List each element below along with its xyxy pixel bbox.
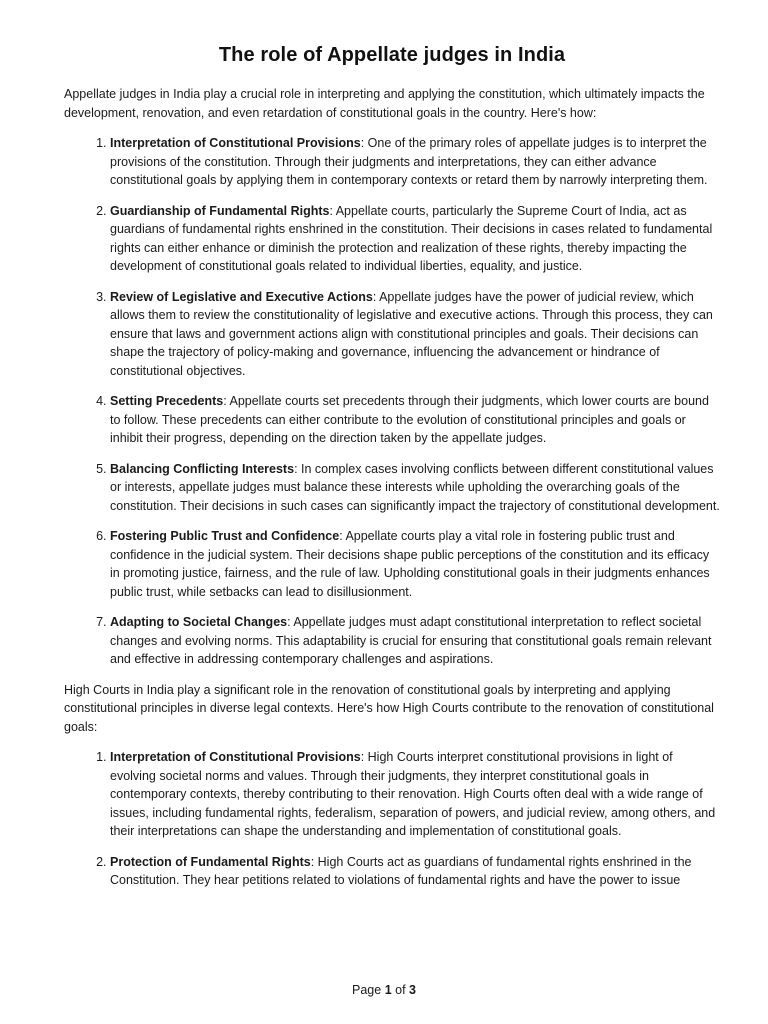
item-text: : One of the primary roles of appellate judges is to interpret the provisions of the constitution. Through their judgments and interpretations, they can either advance constitutional goals by applying them in contemporary contexts or retard them by narrowly interpreting them.: [110, 136, 708, 187]
total-page-count: 3: [409, 983, 416, 997]
item-text: : Appellate judges have the power of judicial review, which allows them to review the constitutionality of legislative and executive actions. Through this process, they can ensure that laws and government actions align with constitutional principles and goals. Their decisions can shape the trajectory of policy-making and governance, influencing the advancement or hindrance of constitutional objectives.: [110, 289, 713, 378]
current-page-number: 1: [384, 983, 392, 997]
item-heading: Interpretation of Constitutional Provisions: [110, 750, 361, 764]
item-heading: Adapting to Societal Changes: [110, 615, 288, 629]
item-heading: Interpretation of Constitutional Provisions: [110, 136, 361, 150]
item-text: : Appellate courts play a vital role in fostering public trust and confidence in the judicial system. Their decisions shape public perceptions of the constitution and its efficacy in promoting justice, fairness, and the rule of law. Upholding constitutional goals in their judgments enhances public trust, while setbacks can lead to disillusionment.: [110, 529, 710, 599]
item-heading: Balancing Conflicting Interests: [110, 461, 295, 476]
appellate-roles-list: [64, 134, 720, 669]
item-heading: Review of Legislative and Executive Actions: [110, 289, 373, 304]
item-text: : Appellate courts set precedents through their judgments, which lower courts are bound to follow. These precedents can either contribute to the evolution of constitutional principles and goals or inhibit their progress, depending on the direction taken by the appellate judges.: [110, 394, 709, 445]
high-courts-paragraph: High Courts in India play a significant role in the renovation of constitutional goals by interpreting and applying constitutional principles in diverse legal contexts. Here's how High Courts contribute to the renovation of constitutional goals:: [64, 682, 714, 734]
list-item: [110, 460, 720, 516]
list-item: [110, 288, 720, 381]
item-text: : Appellate judges must adapt constitutional interpretation to reflect societal changes and evolving norms. This adaptability is crucial for ensuring that constitutional goals remain relevant and effective in addressing contemporary challenges and aspirations.: [110, 615, 712, 666]
list-item: [110, 392, 720, 448]
item-text: : High Courts act as guardians of fundamental rights enshrined in the Constitution. They hear petitions related to violations of fundamental rights and have the power to issue: [110, 854, 692, 887]
item-text: : In complex cases involving conflicts between different constitutional values or interests, appellate judges must balance these interests while upholding the overarching goals of the constitution. Their decisions in such cases can significantly impact the trajectory of constitutional development.: [110, 461, 720, 513]
page-title: The role of Appellate judges in India: [218, 44, 566, 66]
item-heading: Protection of Fundamental Rights: [110, 854, 311, 869]
list-item: [110, 853, 720, 890]
high-courts-list: [64, 748, 720, 890]
footer-prefix: Page: [352, 983, 385, 997]
item-heading: Guardianship of Fundamental Rights: [110, 203, 330, 218]
page-footer: [0, 983, 768, 997]
item-text: : Appellate courts, particularly the Supreme Court of India, act as guardians of fundamental rights enshrined in the constitution. Their decisions in cases related to fundamental rights can either enhance or diminish the protection and realization of these rights, thereby impacting the development of constitutional goals related to individual liberties, equality, and justice.: [110, 203, 713, 273]
footer-middle: of: [391, 983, 410, 997]
list-item: [110, 527, 720, 601]
item-heading: Setting Precedents: [110, 394, 224, 408]
list-item: [110, 748, 720, 841]
item-heading: Fostering Public Trust and Confidence: [110, 529, 340, 543]
item-text: : High Courts interpret constitutional provisions in light of evolving societal norms and values. Through their judgments, they interpret constitutional goals in contemporary contexts, thereby contributing to their renovation. High Courts often deal with a wide range of issues, including fundamental rights, federalism, separation of powers, and judicial review, among others, and their interpretations can shape the understanding and implementation of constitutional goals.: [110, 750, 716, 838]
list-item: [110, 202, 720, 276]
list-item: [110, 613, 720, 669]
intro-paragraph: Appellate judges in India play a crucial role in interpreting and applying the constitution, which ultimately impacts the development, renovation, and even retardation of constitutional goals in the country. Here's how:: [64, 87, 705, 120]
list-item: [110, 134, 720, 190]
